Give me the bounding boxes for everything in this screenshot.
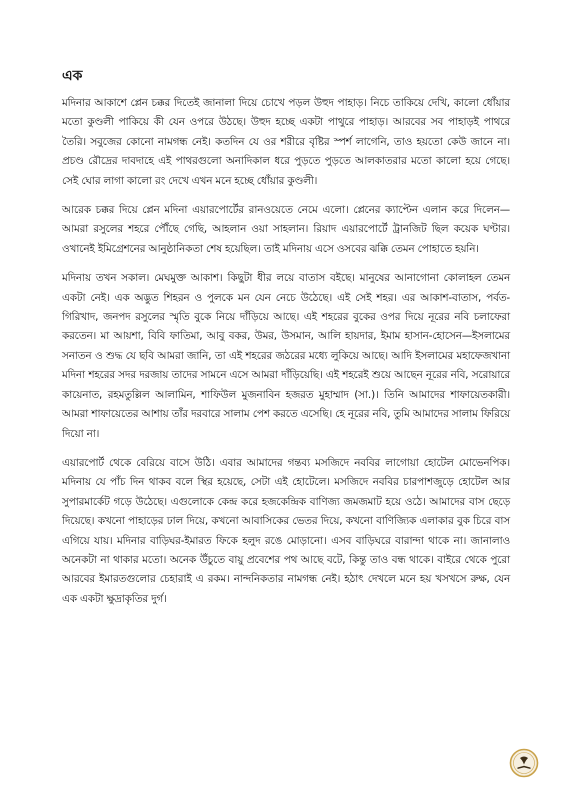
paragraph-2: আরেক চক্কর দিয়ে প্লেন মদিনা এয়ারপোর্টের রানওয়েতে নেমে এলো। প্লেনের ক্যাপ্টেন এলান করে দিলেন—আমরা রসুলের শহরে পৌঁছে গেছি, আহলান ওয়া সাহলান। রিয়াদ এয়ারপোর্টে ট্রানজিট ছিল কয়েক ঘণ্টার। ওখানেই ইমিগ্রেশনের আনুষ্ঠানিকতা শেষ হয়েছিল। তাই মদিনায় এসে ওসবের ঝক্কি তেমন পোহাতে হয়নি। [62,204,510,255]
page-body [62,66,510,619]
publisher-emblem-icon [509,748,539,778]
chapter-heading: এক [62,68,83,84]
paragraph-4: এয়ারপোর্ট থেকে বেরিয়ে বাসে উঠি। এবার আমাদের গন্তব্য মসজিদে নববির লাগোয়া হোটেল মোভেনপিক। মদিনায় যে পাঁচ দিন থাকব বলে স্থির হয়েছে, সেটা এই হোটেলে। মসজিদে নববির চারপাশজুড়ে হোটেল আর সুপারমার্কেট গড়ে উঠেছে। এগুলোকে কেন্দ্র করে হজকেন্দ্রিক বাণিজ্য জমজমাট হয়ে ওঠে। আমাদের বাস ছেড়ে দিয়েছে। কখনো পাহাড়ের ঢাল দিয়ে, কখনো আবাসিকের ভেতর দিয়ে, কখনো বাণিজ্যিক এলাকার বুক চিরে বাস এগিয়ে যায়। মদিনার বাড়িঘর-ইমারত ফিকে হলুদ রঙে মোড়ানো। এসব বাড়িঘরে বারান্দা থাকে না। জানালাও অনেকটা না থাকার মতো। অনেক উঁচুতে বায়ু প্রবেশের পথ আছে বটে, কিন্তু তাও বন্ধ থাকে। বাইরে থেকে পুরো আরবের ইমারতগুলোর চেহারাই এ রকম। নান্দনিকতার নামগন্ধ নেই। হঠাৎ দেখলে মনে হয় খসখসে রুক্ষ, যেন এক একটা ক্ষুদ্রাকৃতির দুর্গ। [62,456,510,605]
paragraph-1: মদিনার আকাশে প্লেন চক্কর দিতেই জানালা দিয়ে চোখে পড়ল উহুদ পাহাড়। নিচে তাকিয়ে দেখি, কালো ধোঁয়ার মতো কুণ্ডলী পাকিয়ে কী যেন ওপরে উঠছে। উহুদ হচ্ছে একটা পাথুরে পাহাড়। আরবের সব পাহাড়ই পাথরে তৈরি। সবুজের কোনো নামগন্ধ নেই। কতদিন যে ওর শরীরে বৃষ্টির স্পর্শ লাগেনি, তাও হয়তো কেউ জানে না। প্রচণ্ড রৌদ্রের দাবদাহে এই পাথরগুলো অনাদিকাল ধরে পুড়তে পুড়তে আলকাতরার মতো কালো হয়ে গেছে। সেই ঘোর লাগা কালো রং দেখে এখন মনে হচ্ছে ধোঁয়ার কুণ্ডলী। [62,97,510,187]
paragraph-3: মদিনায় তখন সকাল। মেঘমুক্ত আকাশ। কিছুটা ধীর লয়ে বাতাস বইছে। মানুষের আনাগোনা কোলাহল তেমন একটা নেই। এক অদ্ভুত শিহরন ও পুলকে মন যেন নেচে উঠেছে। এই সেই শহর। এর আকাশ-বাতাস, পর্বত-গিরিখাদ, জনপদ রসুলের স্মৃতি বুকে নিয়ে দাঁড়িয়ে আছে। এই শহরের বুকের ওপর দিয়ে নূরের নবি চলাফেরা করতেন। মা আয়শা, বিবি ফাতিমা, আবু বকর, উমর, উসমান, আলি হায়দার, ইমাম হাসান-হোসেন—ইসলামের সনাতন ও শুদ্ধ যে ছবি আমরা জানি, তা এই শহরের জঠরের মধ্যে লুকিয়ে আছে। আদি ইসলামের মহাফেজখানা মদিনা শহরের সদর দরজায় তাদের সামনে এসে আমরা দাঁড়িয়েছি। এই শহরেই শুয়ে আছেন নূরের নবি, সরোয়ারে কায়েনাত, রহমতুল্লিল আলামিন, শাফিউল মুজনাবিন হজরত মুহাম্মাদ (সা.)। তিনি আমাদের শাফায়েতকারী। আমরা শাফায়েতের আশায় তাঁর দরবারে সালাম পেশ করতে এসেছি। হে নূরের নবি, তুমি আমাদের সালাম ফিরিয়ে দিয়ো না। [62,272,510,440]
